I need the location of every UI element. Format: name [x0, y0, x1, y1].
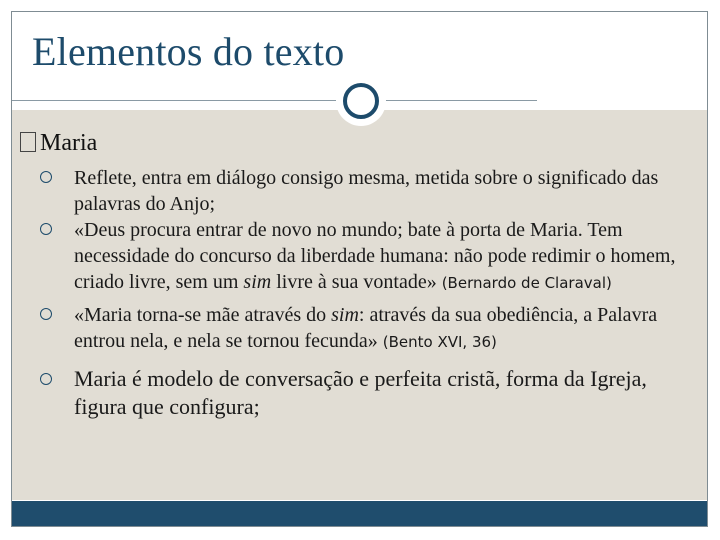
list-item-text: Reflete, entra em diálogo consigo mesma, metida sobre o significado das palavras do Anjo;: [74, 167, 659, 215]
ring-ornament-icon: [343, 83, 379, 119]
hollow-circle-bullet-icon: [40, 373, 52, 385]
footer-bar: [12, 501, 707, 526]
citation: (Bernardo de Claraval): [441, 274, 612, 292]
section-heading: [20, 130, 97, 157]
hollow-circle-bullet-icon: [40, 308, 52, 320]
citation: (Bento XVI, 36): [382, 333, 497, 351]
list-item-text: Maria é modelo de conversação e perfeita cristã, forma da Igreja, figura que configura;: [74, 366, 647, 419]
section-heading-text: Maria: [40, 130, 98, 156]
list-item-text: «Deus procura entrar de novo no mundo; bate à porta de Maria. Tem necessidade do concurso da liberdade humana: não pode redimir o homem, criado livre, sem um: [74, 219, 676, 293]
list-item-text-continued: livre à sua vontade»: [271, 271, 442, 293]
list-item: [40, 217, 700, 296]
hollow-circle-bullet-icon: [40, 223, 52, 235]
emphasis-text: sim: [331, 304, 359, 326]
divider-line-right: [385, 100, 537, 101]
list-item: [40, 365, 700, 421]
divider-line-left: [12, 100, 336, 101]
missing-glyph-box-icon: [20, 132, 36, 152]
list-item: [40, 302, 700, 355]
list-item: [40, 165, 700, 217]
list-item-text: «Maria torna-se mãe através do: [74, 304, 332, 326]
hollow-circle-bullet-icon: [40, 171, 52, 183]
emphasis-text: sim: [243, 271, 272, 293]
bullet-list: [40, 165, 700, 421]
list-item-text-continued: : através da sua obediência, a Palavra entrou nela, e nela se tornou fecunda»: [74, 304, 658, 352]
slide-title: Elementos do texto: [32, 29, 345, 74]
